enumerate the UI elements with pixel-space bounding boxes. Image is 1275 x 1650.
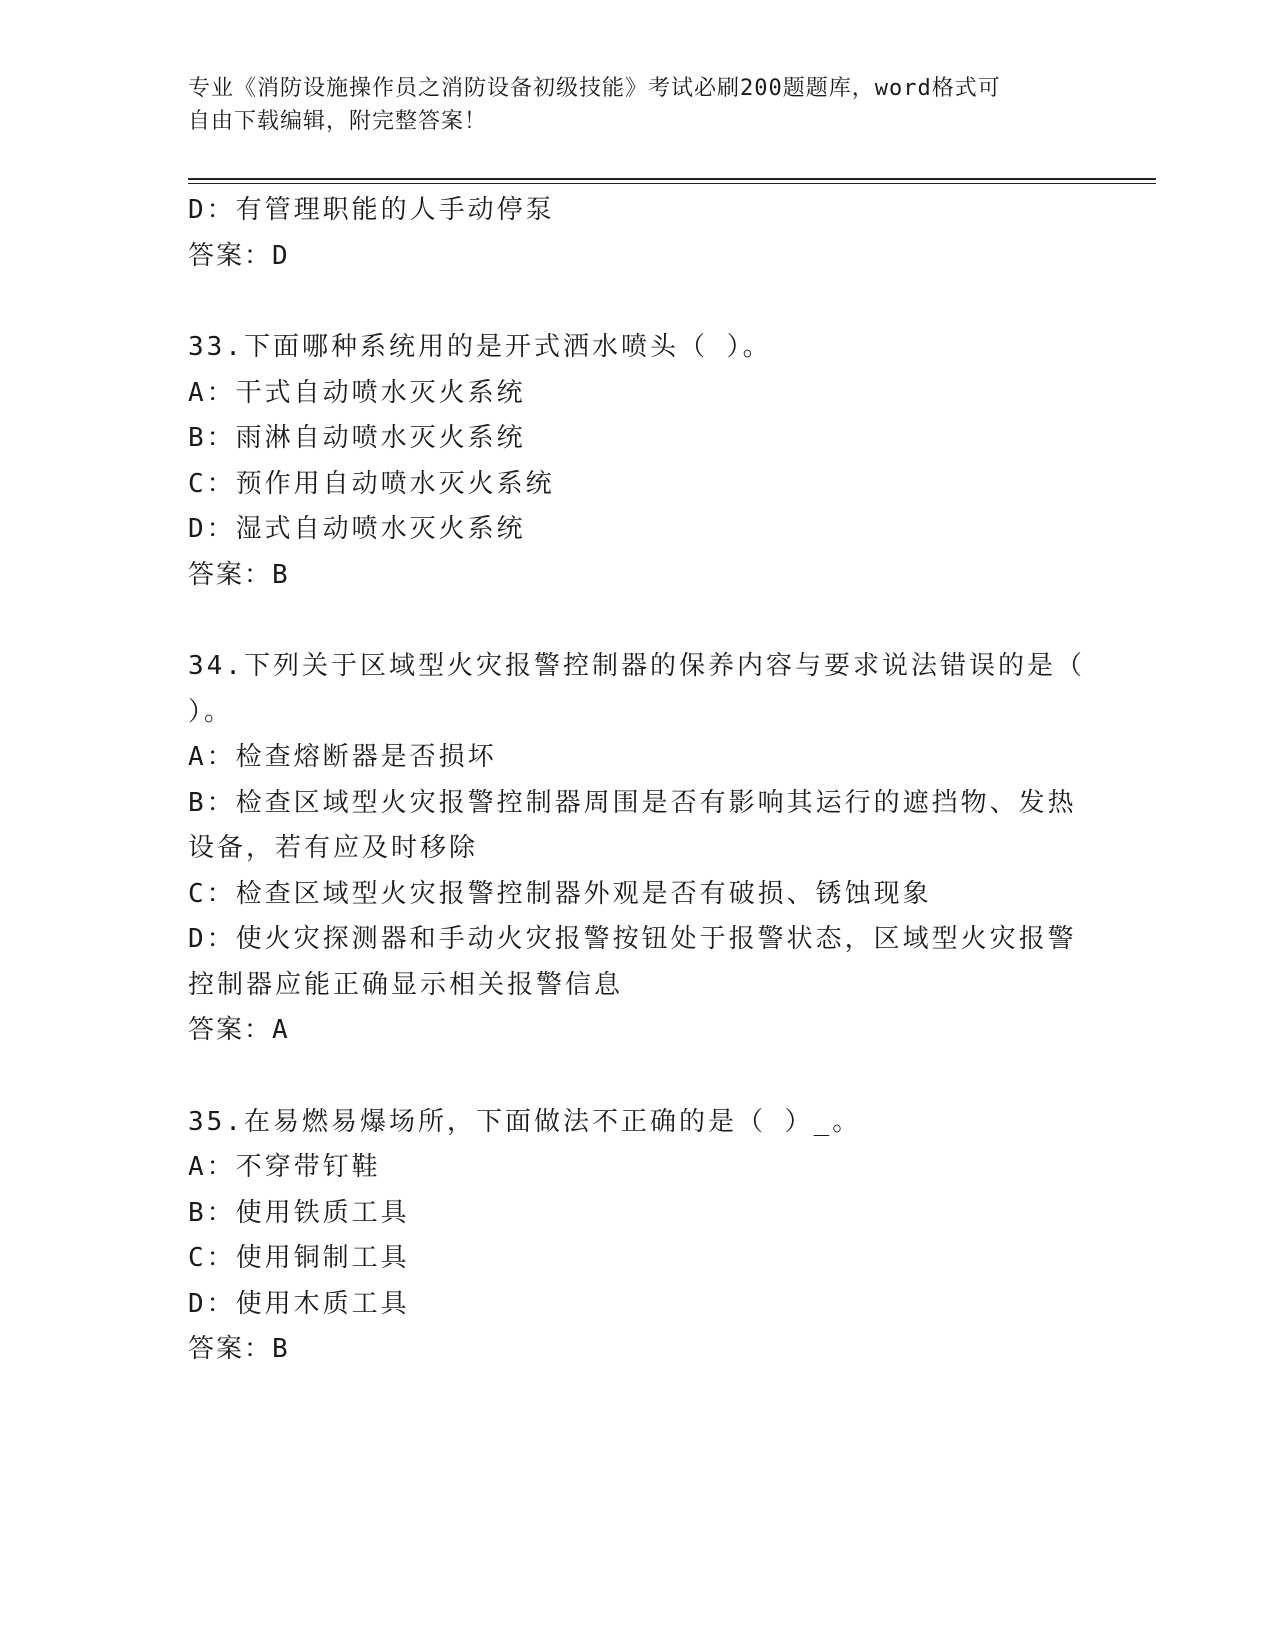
question-33 (188, 325, 1088, 598)
question-34 (188, 644, 1088, 1054)
header-rule-thick (188, 178, 1156, 180)
answer: 答案：B (188, 559, 290, 590)
option-b: B：使用铁质工具 (188, 1197, 410, 1228)
question-35 (188, 1100, 1088, 1373)
option-b: B：雨淋自动喷水灭火系统 (188, 423, 526, 453)
answer: 答案：D (188, 240, 290, 271)
option-b-line-2: 设备，若有应及时移除 (188, 833, 479, 863)
option-a: A：不穿带钉鞋 (188, 1152, 381, 1182)
answer: 答案：A (188, 1015, 290, 1045)
header-rule-thin (188, 183, 1156, 184)
question-stem-line-1: 34.下列关于区域型火灾报警控制器的保养内容与要求说法错误的是（ (188, 651, 1085, 681)
spacer (188, 1054, 1088, 1100)
option-b-line-1: B：检查区域型火灾报警控制器周围是否有影响其运行的遮挡物、发热 (188, 787, 1077, 818)
option-d: D：使用木质工具 (188, 1288, 410, 1319)
option-a: A：检查熔断器是否损坏 (188, 742, 497, 772)
option-a: A：干式自动喷水灭火系统 (188, 377, 526, 408)
spacer (188, 279, 1088, 325)
spacer (188, 598, 1088, 644)
answer: 答案：B (188, 1334, 290, 1364)
question-stem: 33.下面哪种系统用的是开式洒水喷头（ ）。 (188, 332, 772, 362)
question-32-tail (188, 188, 1088, 279)
option-c: C：使用铜制工具 (188, 1243, 410, 1273)
question-stem: 35.在易燃易爆场所，下面做法不正确的是（ ）_。 (188, 1106, 862, 1137)
question-list (188, 188, 1088, 1373)
option-d-line-2: 控制器应能正确显示相关报警信息 (188, 969, 624, 1000)
document-header (188, 72, 1068, 138)
option-c: C：预作用自动喷水灭火系统 (188, 468, 555, 499)
option-d-line-1: D：使火灾探测器和手动火灾报警按钮处于报警状态，区域型火灾报警 (188, 924, 1077, 954)
header-line-1: 专业《消防设施操作员之消防设备初级技能》考试必刷200题题库，word格式可 (188, 76, 1001, 101)
header-line-2: 自由下载编辑，附完整答案！ (188, 109, 488, 134)
option-c: C：检查区域型火灾报警控制器外观是否有破损、锈蚀现象 (188, 878, 932, 909)
option-d: D：有管理职能的人手动停泵 (188, 195, 555, 225)
question-stem-line-2: ）。 (188, 696, 234, 727)
option-d: D：湿式自动喷水灭火系统 (188, 514, 526, 544)
